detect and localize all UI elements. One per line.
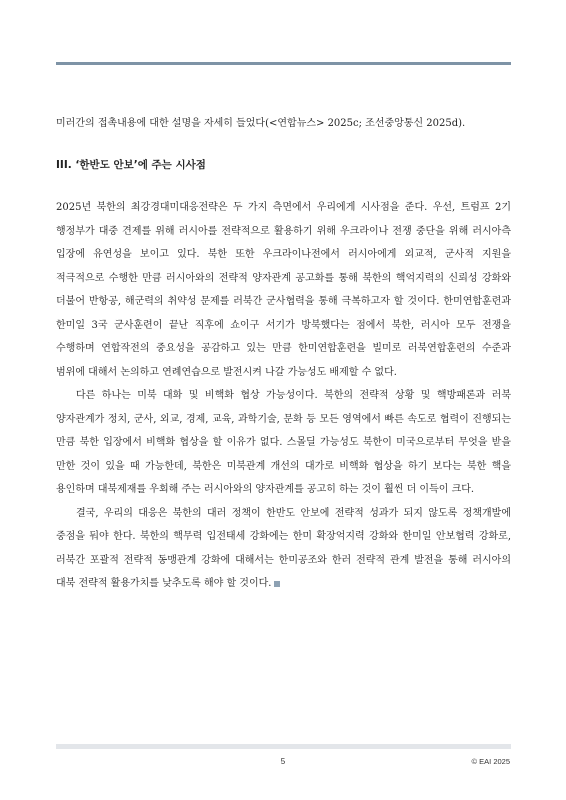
header-rule (56, 62, 511, 65)
paragraph-1: 2025년 북한의 최강경대미대응전략은 두 가지 측면에서 우리에게 시사점을 준다. 우선, 트럼프 2기 행정부가 대중 견제를 위해 러시아를 전략적으로 활용하기 위해 우크라이나 전쟁 중단을 위해 러시아측 입장에 유연성을 보이고 있다. 북한 또한 우크라이나전에서 러시아에게 외교적, 군사적 지원을 적극적으로 수행한 만큼 러시아와의 전략적 양자관계 공고화를 통해 북한의 핵억지력의 신뢰성 강화와 더불어 반항공, 해군력의 취약성 문제를 러북간 군사협력을 통해 극복하고자 할 것이다. 한미연합훈련과 한미일 3국 군사훈련이 끝난 직후에 쇼이구 서기가 방북했다는 점에서 북한, 러시아 모두 전쟁을 수행하며 연합작전의 중요성을 공감하고 있는 만큼 한미연합훈련을 빌미로 러북연합훈련의 수준과 범위에 대해서 논의하고 연례연습으로 발전시켜 나갈 가능성도 배제할 수 없다. (56, 202, 511, 378)
paragraph-2: 다른 하나는 미북 대화 및 비핵화 협상 가능성이다. 북한의 전략적 상황 및 핵방패론과 러북 양자관계가 정치, 군사, 외교, 경제, 교육, 과학기술, 문화 등 모든 영역에서 빠른 속도로 협력이 진행되는 만큼 북한 입장에서 비핵화 협상을 할 이유가 없다. 스몰딜 가능성도 북한이 미국으로부터 무엇을 받을 만한 것이 있을 때 가능한데, 북한은 미북관계 개선의 대가로 비핵화 협상을 하기 보다는 북한 핵을 용인하며 대북제재를 우회해 주는 러시아와의 양자관계를 공고히 하는 것이 훨씬 더 이득이 크다. (56, 390, 511, 495)
section-heading: III. ‘한반도 안보’에 주는 시사점 (56, 158, 206, 171)
lead-line: 미러간의 접촉내용에 대한 설명을 자세히 들었다(<연합뉴스> 2025c; 조선중앙통신 2025d). (56, 118, 466, 129)
end-mark-square-icon (274, 581, 280, 587)
paragraph-3 (56, 502, 511, 596)
paragraph-3-text: 결국, 우리의 대응은 북한의 대러 정책이 한반도 안보에 전략적 성과가 되지 않도록 정책개발에 중점을 둬야 한다. 북한의 핵무력 입전태세 강화에는 한미 확장억지력 강화와 한미일 안보협력 강화로, 러북간 포괄적 전략적 동맹관계 강화에 대해서는 한미공조와 한러 전략적 관계 발전을 통해 러시아의 대북 전략적 활용가치를 낮추도록 해야 할 것이다. (56, 507, 511, 589)
document-body (56, 112, 511, 596)
footer-rule (56, 744, 511, 749)
copyright-notice: © EAI 2025 (471, 757, 510, 766)
page-number: 5 (280, 757, 286, 766)
